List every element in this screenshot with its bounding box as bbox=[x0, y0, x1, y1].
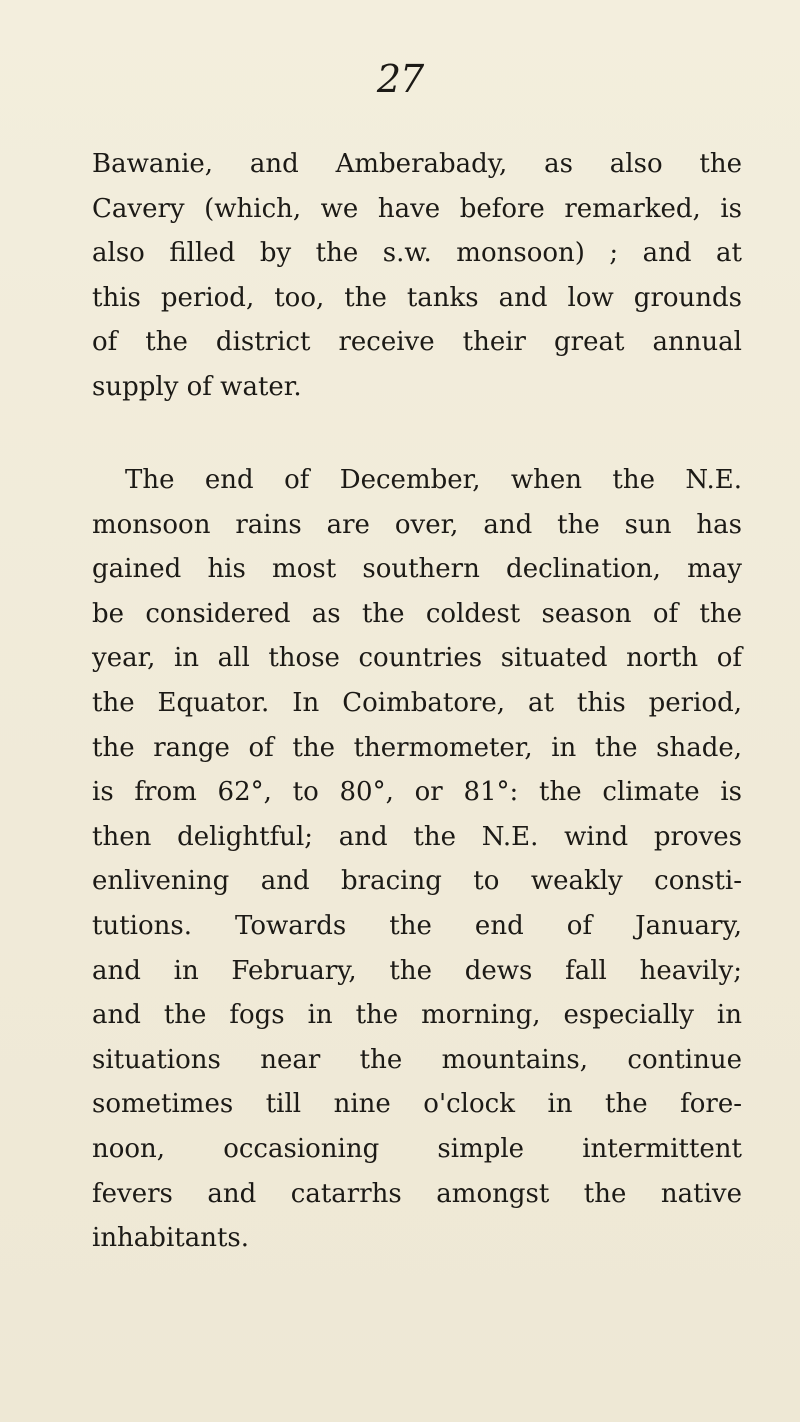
text-line: situations near the mountains, continue bbox=[92, 1044, 742, 1075]
text-line: is from 62°, to 80°, or 81°: the climate is bbox=[92, 777, 742, 808]
text-line: tutions. Towards the end of January, bbox=[92, 910, 742, 941]
text-line: enlivening and bracing to weakly consti- bbox=[92, 866, 742, 897]
text-line: The end of December, when the N.E. bbox=[125, 465, 742, 495]
text-line: supply of water. bbox=[92, 371, 302, 402]
text-line: monsoon rains are over, and the sun has bbox=[92, 509, 742, 540]
text-line: sometimes till nine o'clock in the fore- bbox=[92, 1089, 742, 1120]
text-line: gained his most southern declination, may bbox=[92, 554, 742, 585]
paragraph-2 bbox=[92, 458, 742, 1261]
text-line: of the district receive their great annual bbox=[92, 327, 742, 358]
text-line: Bawanie, and Amberabady, as also the bbox=[92, 149, 742, 179]
text-line: the range of the thermometer, in the shade, bbox=[92, 732, 742, 763]
text-line: the Equator. In Coimbatore, at this period, bbox=[92, 687, 742, 718]
paragraph-1 bbox=[92, 142, 742, 410]
text-line: inhabitants. bbox=[92, 1223, 250, 1254]
text-line: also filled by the s.w. monsoon) ; and at bbox=[92, 238, 742, 269]
text-line: be considered as the coldest season of the bbox=[92, 598, 742, 629]
text-line: this period, too, the tanks and low grounds bbox=[92, 282, 742, 313]
text-line: then delightful; and the N.E. wind proves bbox=[92, 821, 742, 852]
text-line: fevers and catarrhs amongst the native bbox=[92, 1178, 742, 1209]
text-line: and in February, the dews fall heavily; bbox=[92, 955, 742, 986]
text-line: noon, occasioning simple intermittent bbox=[92, 1133, 742, 1164]
text-line: and the fogs in the morning, especially in bbox=[92, 1000, 742, 1031]
text-line: Cavery (which, we have before remarked, is bbox=[92, 193, 742, 224]
text-line: year, in all those countries situated north of bbox=[92, 643, 742, 674]
page-number: 27 bbox=[376, 57, 424, 101]
